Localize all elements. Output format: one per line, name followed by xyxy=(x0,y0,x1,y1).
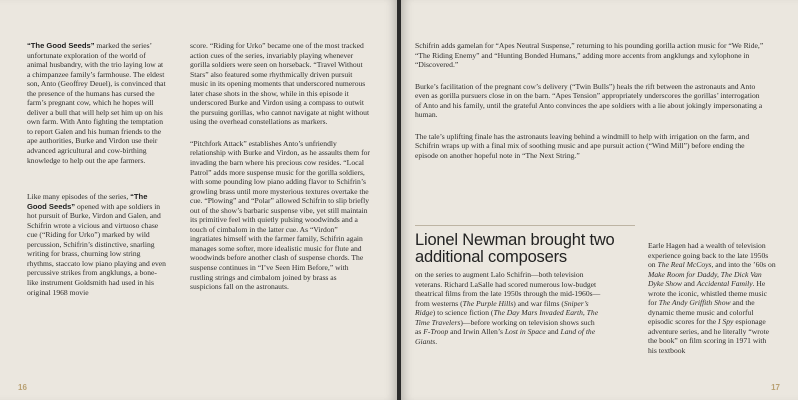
paragraph: “Pitchfork Attack” establishes Anto’s unfriendly relationship with Burke and Virdon, as he assaults them for invading the barn where his precious cow resides. “Local Patrol” adds more suspense music for the gorilla soldiers, with some pounding low piano adding flavor to Schifrin’s growling brass until more mysterious textures overtake the cue. “Plowing” and “Polar” allowed Schifrin to slip briefly out of the show’s barbaric suspense vibe, yet still maintain its primitive feel with quietly pulsing woodwinds and a touch of cimbalom in the latter cue. As “Virdon” ingratiates himself with the farmer family, Schifrin again manages some softer, more idealistic music for flute and woodwinds before another clash of suspense chords. The suspense continues in “I’ve Seen Him Before,” with rustling strings and cimbalom joined by brass as suspicions fall on the astronauts. xyxy=(190,138,370,292)
paragraph: score. “Riding for Urko” became one of the most tracked action cues of the series, invariably playing whenever gorilla soldiers were seen on horseback. “Travel Without Stars” also featured some rhythmically driven pursuit music in its opening moments that underscored numerous later chase shots in the show, while in this episode it underscored Burke and Virdon using a compass to outwit the pursuing gorillas, who cannot navigate at night without using the overhead constellations as markers. xyxy=(190,41,370,127)
page-number-right: 17 xyxy=(771,383,780,392)
right-column-a xyxy=(415,270,601,352)
paragraph: Like many episodes of the series, “The Good Seeds” opened with ape soldiers in hot pursuit of Burke, Virdon and Galen, and Schifrin wrote a vicious and virtuoso chase cue (“Riding for Urko”) marked by wild percussion, Schifrin’s distinctive, snarling writing for brass, churning low string rhythms, staccato low piano playing and even percussive strikes from angklungs, a bone-like instrument Goldsmith had used in his original 1968 movie xyxy=(27,192,166,297)
left-column-2 xyxy=(190,41,370,298)
paragraph: on the series to augment Lalo Schifrin—both television veterans. Richard LaSalle had scored numerous low-budget theatrical films from the late 1950s through the mid-1960s—from westerns (The Purple Hills) and war films (Sniper’s Ridge) to science fiction (The Day Mars Invaded Earth, The Time Travelers)—before working on television shows such as F-Troop and Irwin Allen’s Lost in Space and Land of the Giants. xyxy=(415,270,601,346)
page-number-left: 16 xyxy=(18,383,27,392)
paragraph: Burke’s facilitation of the pregnant cow’s delivery (“Twin Bulls”) heals the rift between the astronauts and Anto even as gorilla pursuers close in on the barn. “Apes Tension” appropriately underscores the gorillas’ interrogation of Anto and his family, until the grateful Anto convinces the ape soldiers with a lie about jokingly impersonating a human. xyxy=(415,81,763,120)
heading-rule xyxy=(415,225,635,226)
right-column-b xyxy=(648,241,776,362)
paragraph: Schifrin adds gamelan for “Apes Neutral Suspense,” returning to his pounding gorilla action music for “We Ride,” “The Riding Enemy” and “Hunting Bonded Humans,” adding more accents from angklungs and xylophone in “Discovered.” xyxy=(415,41,764,70)
paragraph: Earle Hagen had a wealth of television experience going back to the late 1950s on The Real McCoys, and into the ’60s on Make Room for Daddy, The Dick Van Dyke Show and Accidental Family. He wrote the iconic, whistled theme music for The Andy Griffith Show and the dynamic theme music and colorful episodic scores for the I Spy espionage adventure series, and he literally “wrote the book” on film scoring in 1971 with his textbook xyxy=(648,241,776,356)
section-heading: Lionel Newman brought two additional composers xyxy=(415,231,615,266)
paragraph: “The Good Seeds” marked the series’ unfortunate exploration of the world of animal husbandry, with the trio laying low at a chimpanzee family’s farmhouse. The eldest son, Anto (Geoffrey Deuel), is convinced that the presence of the humans has cursed the farm’s pregnant cow, which he hopes will deliver a bull that will help set him up on his own farm. With Anto fighting the temptation to report Galen and his human friends to the ape authorities, Burke and Virdon use their advanced agricultural and cow-birthing knowledge to help out the ape farmers. xyxy=(27,41,166,165)
paragraph: The tale’s uplifting finale has the astronauts leaving behind a windmill to help with irrigation on the farm, and Schifrin wraps up with a final mix of soothing music and ape pursuit action (“Wind Mill”) before ending the episode on another hopeful note in “The Next String.” xyxy=(415,131,750,160)
left-page xyxy=(0,0,397,400)
episode-title: “The Good Seeds” xyxy=(27,192,148,211)
left-column-1 xyxy=(27,41,167,303)
right-page xyxy=(401,0,798,400)
episode-title: “The Good Seeds” xyxy=(27,41,95,50)
right-top-column xyxy=(415,41,765,166)
